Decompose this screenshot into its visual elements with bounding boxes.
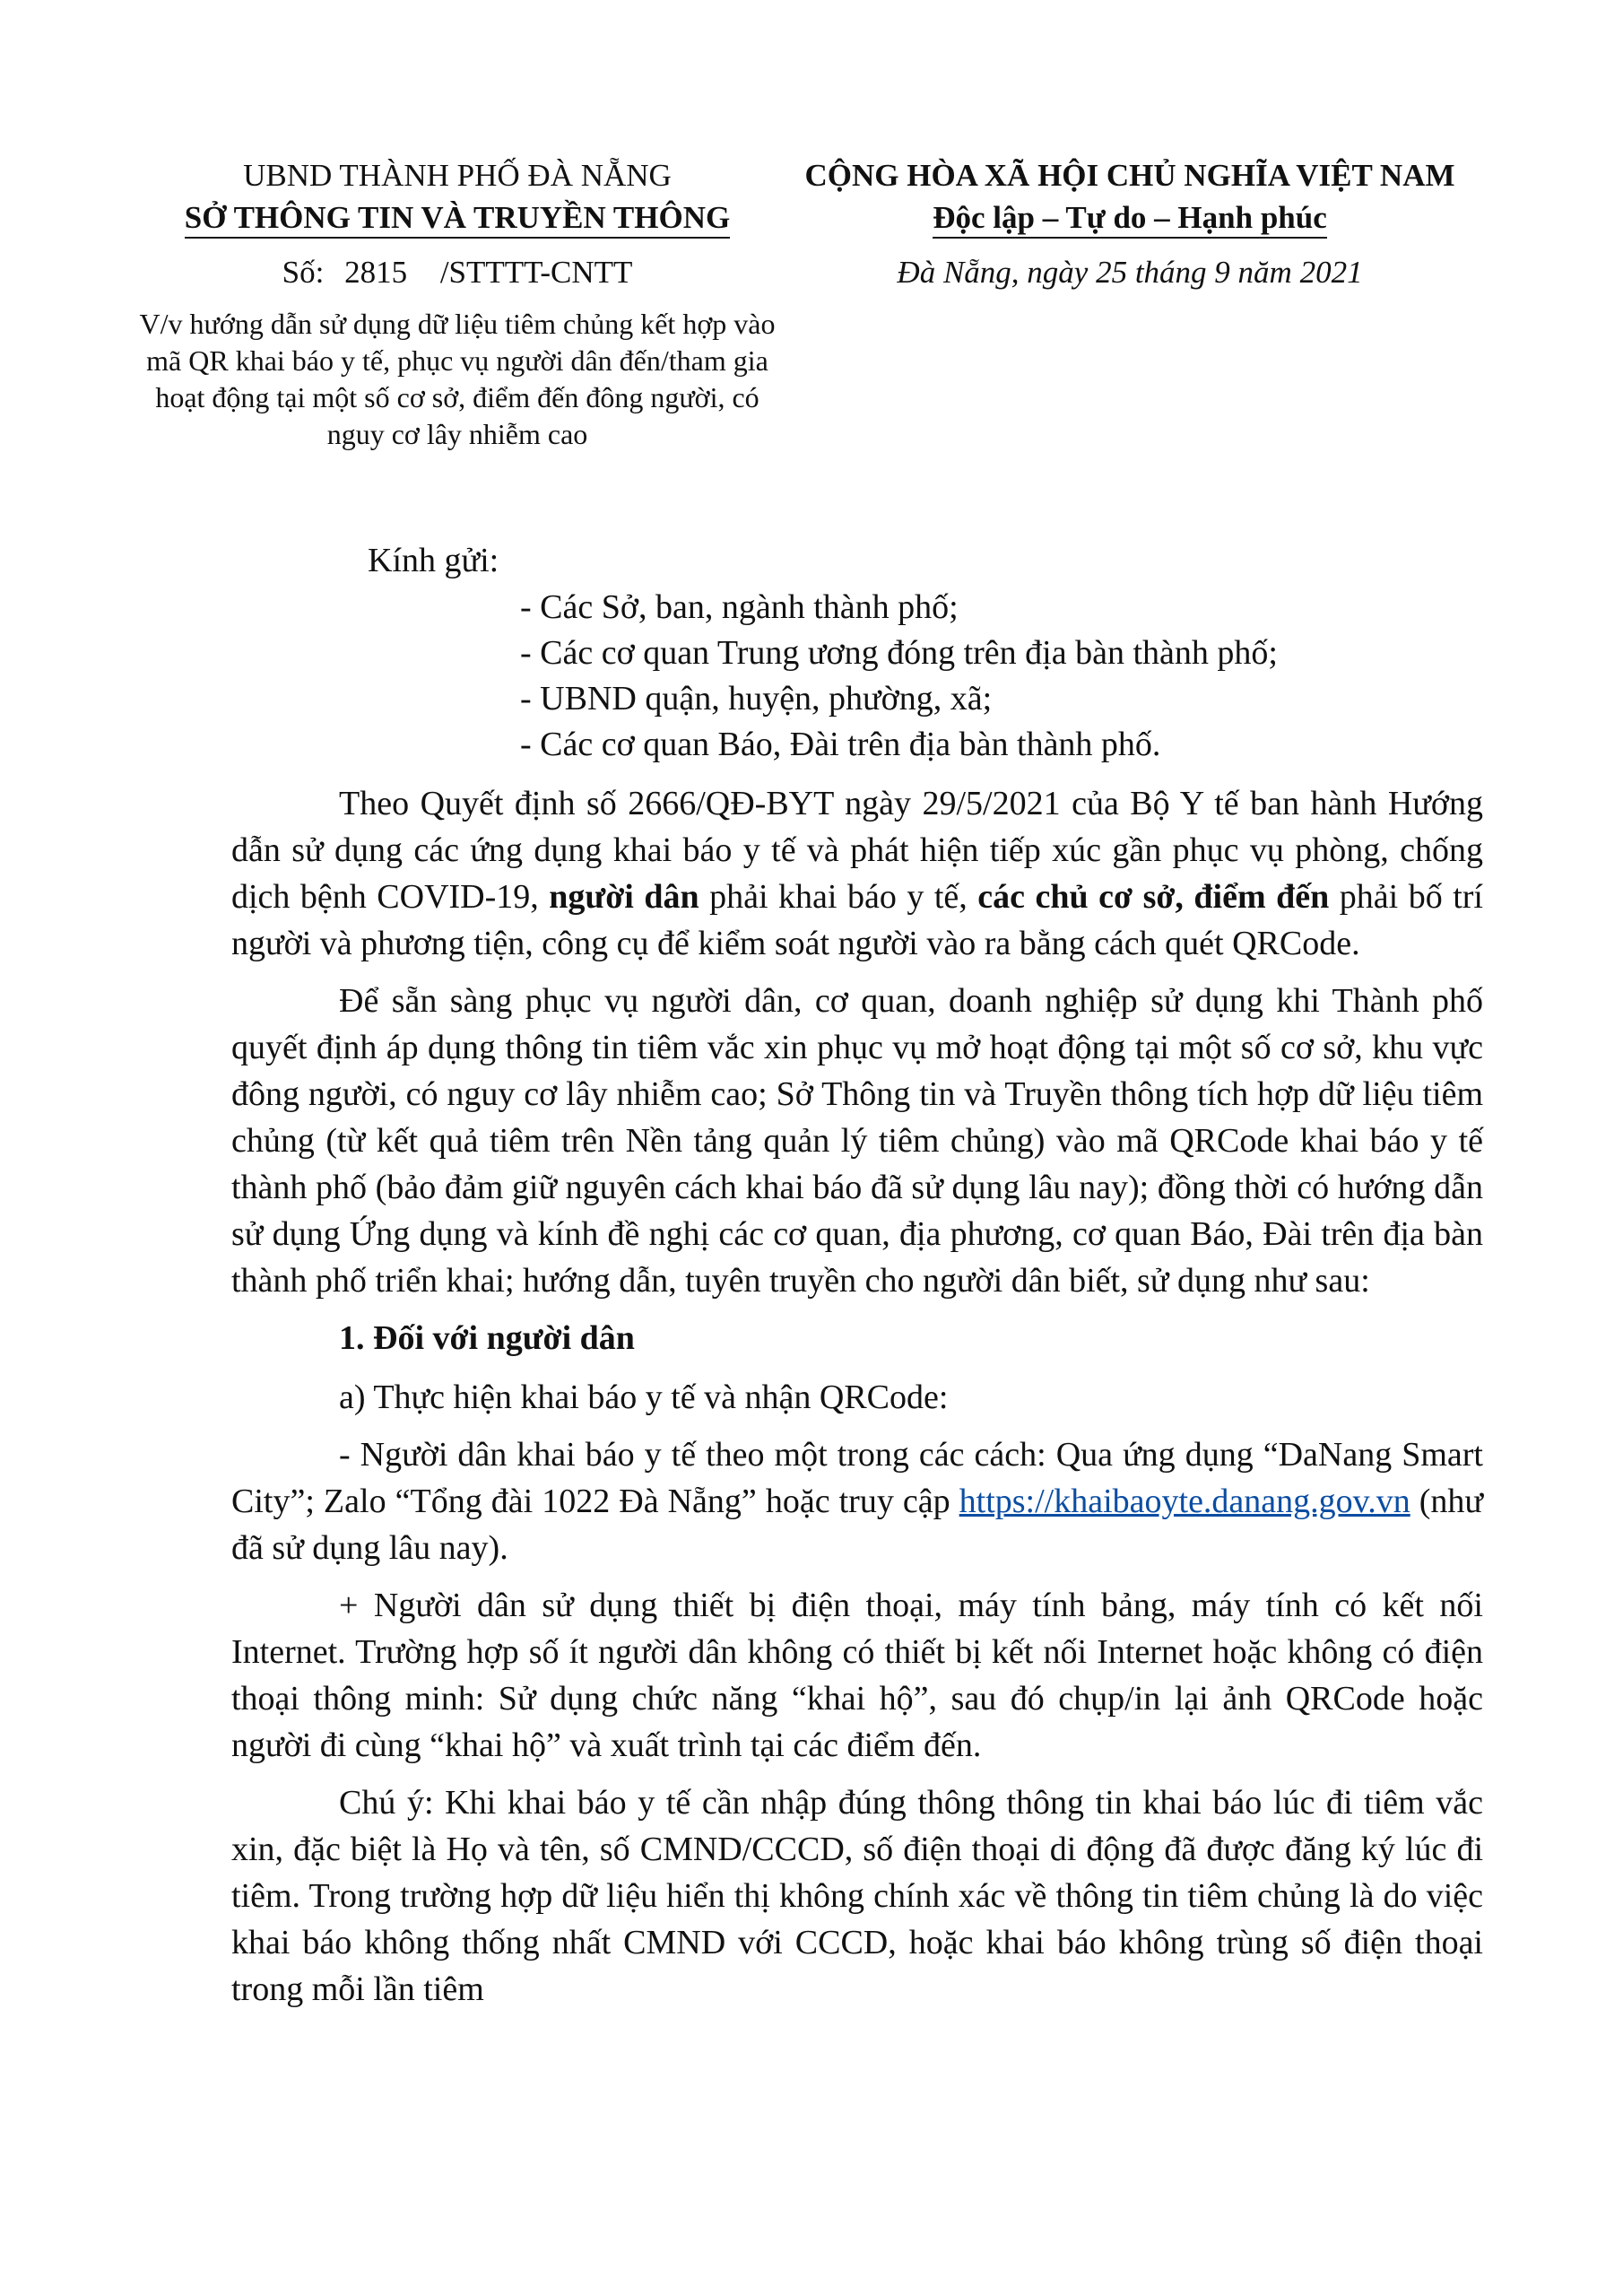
issue-date: Đà Nẵng, ngày 25 tháng 9 năm 2021 [897, 255, 1363, 290]
text-run: Theo Quyết định số 2666/QĐ-BYT ngày 29/5/2021 của Bộ Y tế ban hành Hướng dẫn sử dụng các ứng dụng khai báo y tế và phát hiện tiếp xúc gần phục vụ phòng, chống dịch bệnh COVID-19, [231, 785, 1483, 916]
recipient-item: - Các Sở, ban, ngành thành phố; [520, 588, 959, 626]
country-name: CỘNG HÒA XÃ HỘI CHỦ NGHĨA VIỆT NAM [804, 158, 1455, 193]
text-run: - Người dân khai báo y tế theo một trong các cách: Qua ứng dụng “DaNang Smart City”; Zalo “Tổng đài 1022 Đà Nẵng” hoặc truy cập [231, 1436, 1483, 1520]
issuer-block [135, 154, 780, 453]
document-number [135, 251, 780, 293]
national-heading [771, 154, 1488, 293]
text-run: phải bố trí người và phương tiện, công cụ để kiểm soát người vào ra bằng cách quét QRCode. [231, 878, 1483, 962]
text-run: phải khai báo y tế, [699, 878, 978, 916]
issuing-authority: UBND THÀNH PHỐ ĐÀ NẴNG [243, 158, 672, 193]
document-number-prefix: Số: [282, 255, 325, 290]
paragraph-note: Chú ý: Khi khai báo y tế cần nhập đúng thông thông tin khai báo lúc đi tiêm vắc xin, đặc biệt là Họ và tên, số CMND/CCCD, số điện thoại di động đã được đăng ký lúc đi tiêm. Trong trường hợp dữ liệu hiển thị không chính xác về thông tin tiêm chủng là do việc khai báo không thống nhất CMND với CCCD, hoặc khai báo không trùng số điện thoại trong mỗi lần tiêm [231, 1784, 1483, 2008]
document-number-value: 2815 [344, 255, 408, 290]
department-name: SỞ THÔNG TIN VÀ TRUYỀN THÔNG [185, 200, 730, 239]
recipient-list [520, 585, 1278, 768]
greeting: Kính gửi: [368, 542, 499, 579]
subsection-heading: a) Thực hiện khai báo y tế và nhận QRCode: [339, 1378, 949, 1416]
section-heading: 1. Đối với người dân [339, 1319, 635, 1357]
bold-text-run: người dân [549, 878, 699, 916]
bold-text-run: các chủ cơ sở, điểm đến [977, 878, 1330, 916]
document-number-suffix: /STTTT-CNTT [439, 255, 633, 290]
declaration-website-link[interactable]: https://khaibaoyte.danang.gov.vn [959, 1483, 1410, 1520]
recipient-item: - UBND quận, huyện, phường, xã; [520, 680, 993, 718]
document-subject: V/v hướng dẫn sử dụng dữ liệu tiêm chủng kết hợp vào mã QR khai báo y tế, phục vụ người dân đến/tham gia hoạt động tại một số cơ sở, điểm đến đông người, có nguy cơ lây nhiễm cao [139, 308, 776, 450]
paragraph-purpose: Để sẵn sàng phục vụ người dân, cơ quan, doanh nghiệp sử dụng khi Thành phố quyết định áp dụng thông tin tiêm vắc xin phục vụ mở hoạt động tại một số cơ sở, khu vực đông người, có nguy cơ lây nhiễm cao; Sở Thông tin và Truyền thông tích hợp dữ liệu tiêm chủng (từ kết quả tiêm trên Nền tảng quản lý tiêm chủng) vào mã QRCode khai báo y tế thành phố (bảo đảm giữ nguyên cách khai báo đã sử dụng lâu nay); đồng thời có hướng dẫn sử dụng Ứng dụng và kính đề nghị các cơ quan, địa phương, cơ quan Báo, Đài trên địa bàn thành phố triển khai; hướng dẫn, tuyên truyền cho người dân biết, sử dụng như sau: [231, 982, 1483, 1300]
motto [771, 196, 1488, 239]
document-body [231, 780, 1483, 2023]
recipient-item: - Các cơ quan Trung ương đóng trên địa bàn thành phố; [520, 634, 1278, 672]
paragraph-declaration-methods [231, 1431, 1483, 1571]
recipient-item: - Các cơ quan Báo, Đài trên địa bàn thành phố. [520, 726, 1161, 763]
paragraph-devices: + Người dân sử dụng thiết bị điện thoại, máy tính bảng, máy tính có kết nối Internet. Trường hợp số ít người dân không có thiết bị kết nối Internet hoặc không có điện thoại thông minh: Sử dụng chức năng “khai hộ”, sau đó chụp/in lại ảnh QRCode hoặc người đi cùng “khai hộ” và xuất trình tại các điểm đến. [231, 1587, 1483, 1764]
issuing-department [135, 196, 780, 239]
paragraph-legal-basis [231, 780, 1483, 967]
motto-text: Độc lập – Tự do – Hạnh phúc [933, 200, 1327, 239]
text-run: (như đã sử dụng lâu nay). [231, 1483, 1483, 1567]
